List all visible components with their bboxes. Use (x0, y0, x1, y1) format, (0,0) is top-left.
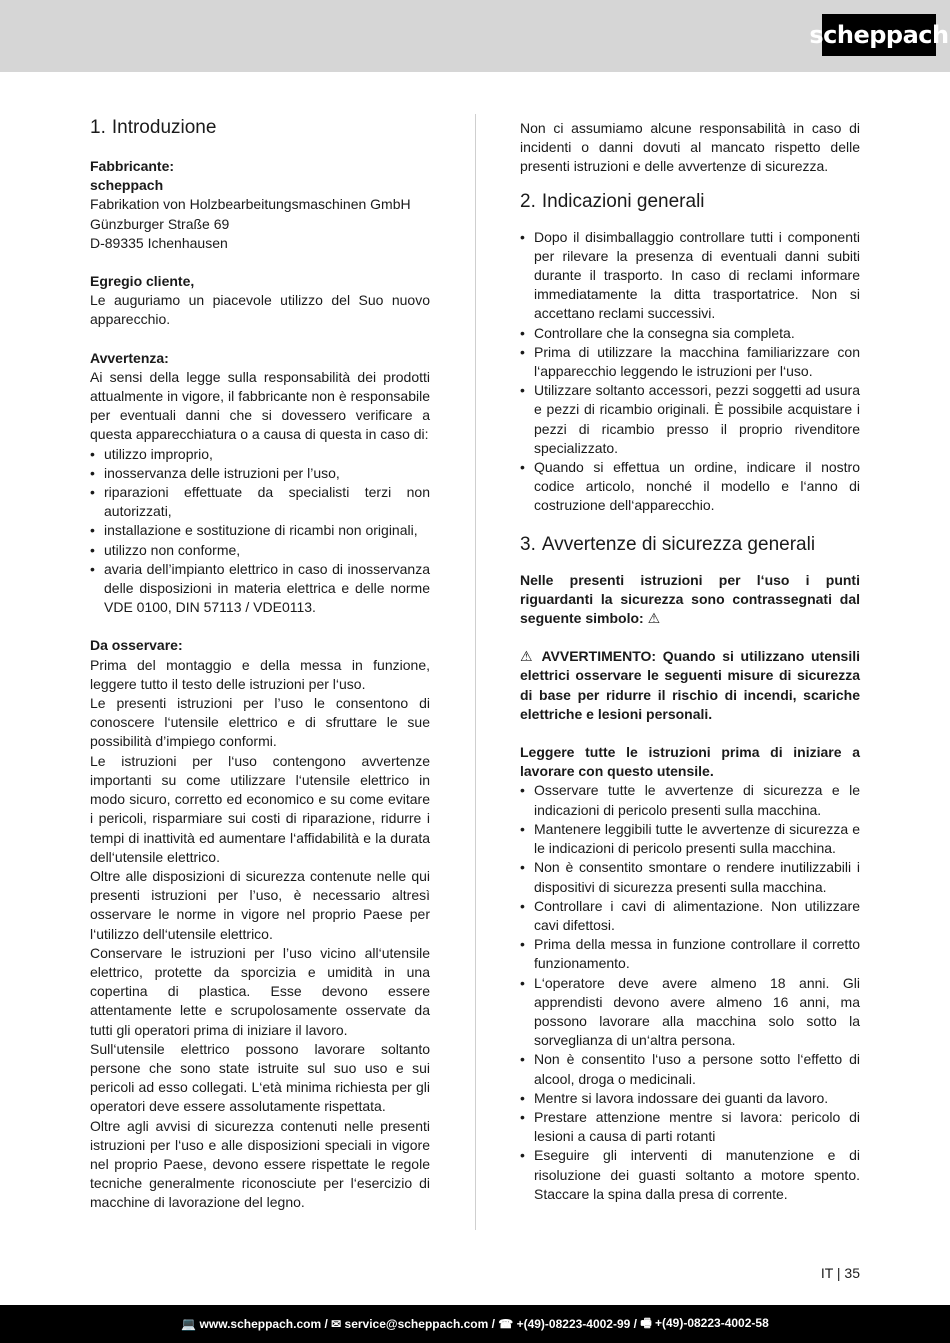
list-item: • Utilizzare soltanto accessori, pezzi soggetti ad usura e pezzi di ricambio originali. È possibile acquistare i pezzi di ricambio presso il proprio rivenditore specializzato. (520, 381, 860, 458)
header-bar (0, 0, 950, 72)
paragraph: Sull‘utensile elettrico possono lavorare soltanto persone che sono state istruite sul suo uso e sui pericoli ad esso collegati. L‘età minima richiesta per gli operatori deve essere assolutamente rispettata. (90, 1040, 430, 1115)
paragraph: Oltre agli avvisi di sicurezza contenuti nelle presenti istruzioni per l‘uso e alle disposizioni speciali in vigore nel proprio Paese, devono essere rispettate le regole tecniche generalmente riconosciute per l‘esercizio di macchine di lavorazione del legno. (90, 1117, 430, 1211)
list-item: • avaria dell’impianto elettrico in caso di inosservanza delle disposizioni in materia elettrica e delle norme VDE 0100, DIN 57113 / VDE0113. (90, 560, 430, 618)
paragraph: Conservare le istruzioni per l’uso vicino all‘utensile elettrico, protette da sporcizia e umidità in una copertina di plastica. Esse devono essere attentamente lette e scrupolosamente osservate da tutti gli operatori prima di iniziare il lavoro. (90, 944, 430, 1038)
list-item: • Non è consentito l‘uso a persone sotto l‘effetto di alcool, droga o medicinali. (520, 1050, 860, 1088)
list-item: • Eseguire gli interventi di manutenzione e di risoluzione dei guasti soltanto a motore spento. Staccare la spina dalla presa di corrente. (520, 1146, 860, 1204)
address-line: Fabrikation von Holzbearbeitungsmaschinen GmbH (90, 196, 411, 213)
footer-bar (0, 1305, 950, 1343)
list-item: • Dopo il disimballaggio controllare tutti i componenti per rilevare la presenza di eventuali danni subiti durante il trasporto. In caso di reclami informare immediatamente la ditta trasportatrice. Non si accettano reclami successivi. (520, 228, 860, 324)
section-heading-indicazioni: 2. Indicazioni generali (520, 190, 705, 212)
list-item: • Osservare tutte le avvertenze di sicurezza e le indicazioni di pericolo presenti sulla macchina. (520, 781, 860, 819)
list-item: • Mantenere leggibili tutte le avvertenze di sicurezza e le indicazioni di pericolo presenti sulla macchina. (520, 820, 860, 858)
right-column (520, 119, 860, 1204)
address-line: D-89335 Ichenhausen (90, 234, 228, 251)
list-item: • Controllare i cavi di alimentazione. Non utilizzare cavi difettosi. (520, 897, 860, 935)
email-link[interactable]: ✉ service@scheppach.com / (331, 1317, 499, 1331)
list-item: • installazione e sostituzione di ricambi non originali, (90, 521, 430, 540)
intro-text: Non ci assumiamo alcune responsabilità in caso di incidenti o danni dovuti al mancato rispetto delle presenti istruzioni e delle avvertenze di sicurezza. (520, 120, 860, 175)
left-column (90, 116, 430, 1213)
cliente-label: Egregio cliente, (90, 273, 195, 290)
leggere-text: Leggere tutte le istruzioni prima di iniziare a lavorare con questo utensile. (520, 744, 860, 780)
warning-text: ⚠ AVVERTIMENTO: Quando si utilizzano utensili elettrici osservare le seguenti misure di sicurezza di base per ridurre il rischio di incendi, scariche elettriche e lesioni personali. (520, 648, 860, 722)
sicurezza-list (520, 781, 860, 1203)
list-item: • utilizzo non conforme, (90, 541, 430, 560)
page-number: IT | 35 (820, 1265, 860, 1281)
list-item: • L‘operatore deve avere almeno 18 anni. Gli apprendisti devono avere almeno 16 anni, ma possono lavorare alla macchina solo sotto la sorveglianza di un‘altra persona. (520, 974, 860, 1051)
paragraph: Le presenti istruzioni per l’uso le consentono di conoscere l‘utensile elettrico e di sfruttare le sue possibilità d’impiego conformi. (90, 695, 430, 750)
generali-list (520, 228, 860, 516)
list-item: • Prima di utilizzare la macchina familiarizzare con l‘apparecchio leggendo le istruzioni per l‘uso. (520, 343, 860, 381)
list-item: • Controllare che la consegna sia completa. (520, 324, 860, 343)
list-item: • utilizzo improprio, (90, 445, 430, 464)
list-item: • Non è consentito smontare o rendere inutilizzabili i dispositivi di sicurezza presenti sulla macchina. (520, 858, 860, 896)
list-item: • Prestare attenzione mentre si lavora: pericolo di lesioni a causa di parti rotanti (520, 1108, 860, 1146)
section-heading-introduzione: 1. Introduzione (90, 117, 217, 138)
sicurezza-intro: Nelle presenti istruzioni per l‘uso i punti riguardanti la sicurezza sono contrassegnati dal seguente simbolo: ⚠ (520, 571, 860, 627)
scheppach-logo: scheppach (822, 14, 936, 56)
avvertenza-text: Ai sensi della legge sulla responsabilità dei prodotti attualmente in vigore, il fabbricante non è responsabile per eventuali danni che si dovessero verificare a questa apparecchiatura o a causa di questa in caso di: (90, 368, 430, 443)
fax-number: 🖷 +(49)-08223-4002-58 (640, 1315, 769, 1330)
column-divider (475, 114, 476, 1230)
phone-number: ☎ +(49)-08223-4002-99 / (498, 1317, 641, 1331)
section-heading-sicurezza: 3. Avvertenze di sicurezza generali (520, 533, 816, 555)
address-line: Günzburger Straße 69 (90, 215, 230, 232)
fabbricante-label: Fabbricante: (90, 158, 175, 174)
list-item: • Mentre si lavora indossare dei guanti da lavoro. (520, 1089, 860, 1108)
paragraph: Oltre alle disposizioni di sicurezza contenute nelle qui presenti istruzioni per l’uso, è necessario altresì osservare le norme in vigore nel proprio Paese per l‘utilizzo dell‘utensile elettrico. (90, 867, 430, 942)
avvertenza-label: Avvertenza: (90, 349, 169, 366)
website-link[interactable]: 💻 www.scheppach.com / (181, 1317, 332, 1331)
osservare-label: Da osservare: (90, 637, 183, 654)
list-item: • riparazioni effettuate da specialisti terzi non autorizzati, (90, 483, 430, 521)
list-item: • inosservanza delle istruzioni per l’uso, (90, 464, 430, 483)
cliente-text: Le auguriamo un piacevole utilizzo del Suo nuovo apparecchio. (90, 292, 430, 328)
paragraph: Prima del montaggio e della messa in funzione, leggere tutto il testo delle istruzioni per l‘uso. (90, 656, 430, 692)
list-item: • Quando si effettua un ordine, indicare il nostro codice articolo, nonché il modello e l‘anno di costruzione dell‘apparecchio. (520, 458, 860, 516)
avvertenza-list (90, 445, 430, 618)
fabbricante-name: scheppach (90, 177, 164, 194)
paragraph: Le istruzioni per l‘uso contengono avvertenze importanti su come utilizzare l‘utensile elettrico in modo sicuro, corretto ed economico e su come evitare i pericoli, risparmiare sui costi di riparazione, ridurre i tempi di inattività ed aumentare l‘affidabilità e la durata dell‘utensile elettrico. (90, 752, 430, 865)
list-item: • Prima della messa in funzione controllare il corretto funzionamento. (520, 935, 860, 973)
